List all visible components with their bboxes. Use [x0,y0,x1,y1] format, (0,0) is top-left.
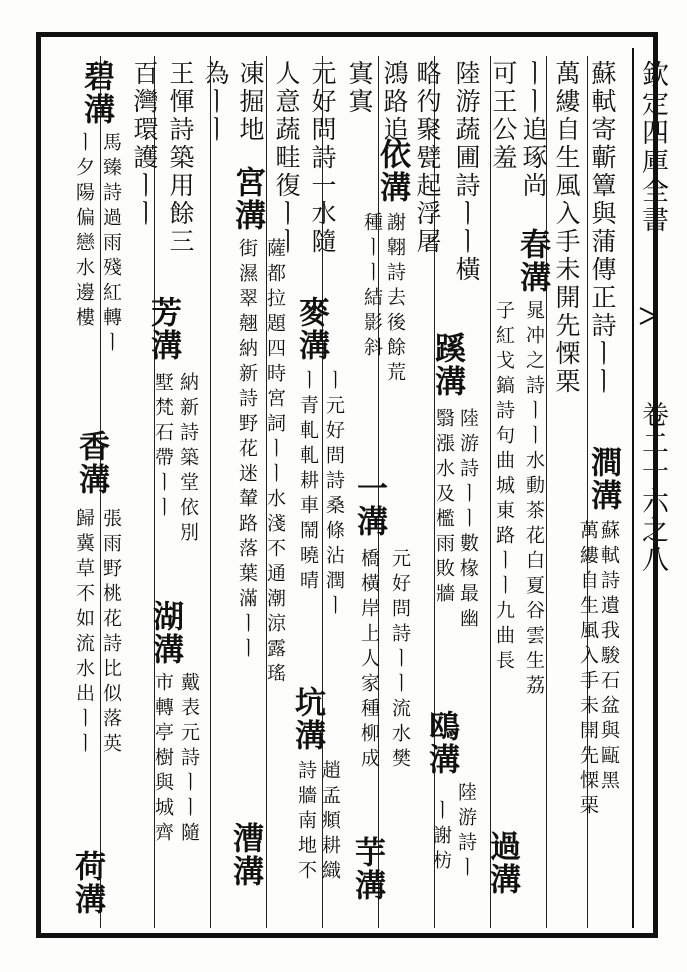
annotation: 萬縷自生風入手未開先慄栗 [577,520,599,820]
entry-term: 一溝 [351,472,387,538]
annotation: 蘇軾詩遺我駿石盆與甌黑 [598,520,620,795]
annotation: 納新詩築堂依別 [177,372,199,547]
entry-term: 坑溝 [289,686,325,752]
text-line: 鴻路追 [380,60,409,144]
entry-term: 澗溝 [585,446,621,512]
annotation: 詩牆南地不 [295,760,317,885]
annotation: ㅣ謝枋 [430,800,452,875]
entry-term: 春溝 [514,228,550,294]
entry-term: 依溝 [374,138,410,204]
annotation: 陸游詩ㅣㅣ數椽最幽 [457,408,479,633]
text-line: 為ㅣㅣ [201,60,230,144]
text-line: 寘寘 [345,60,374,116]
text-line: 人意蔬畦復ㅣㅣ [272,60,301,256]
entry-term: 蹊溝 [429,332,465,398]
annotation: 陸游詩ㅣ [455,782,477,882]
entry-term: 芋溝 [349,836,385,902]
entry-term: 芳溝 [145,296,181,362]
book-title: 欽定四庫全書 [637,60,668,234]
text-line: 百灣環護ㅣㅣ [130,60,159,228]
annotation: 晁冲之詩ㅣㅣ水動茶花白夏谷雲生荔 [523,300,545,700]
annotation: ㅣ青軋軋耕車鬧曉晴 [297,370,319,595]
annotation: 趙孟頫耕織 [319,760,341,885]
text-line: 元好問詩一水隨 [308,60,337,256]
annotation: 墅梵石帶ㅣㅣ [152,372,174,522]
annotation: 張雨野桃花詩比似落英 [100,508,122,758]
annotation: 翳漲水及檻雨敗牆 [433,408,455,608]
entry-term: 香溝 [73,430,109,496]
volume-number: 卷二十六之八 [637,400,668,574]
annotation: 市轉亭樹與城齊 [152,672,174,847]
entry-term: 荷溝 [69,850,105,916]
text-line: 王惲詩築用餘三 [166,60,195,256]
text-line: 凍掘地 [236,60,265,144]
annotation: 子紅戈鎬詩句曲城東路ㅣㅣ九曲長 [493,300,515,675]
entry-term: 過溝 [484,830,520,896]
text-line: 蘇軾寄蘄簟與蒲傳正詩ㅣㅣ [588,60,617,396]
column-rule [490,56,491,928]
annotation: 歸冀草不如流水出ㅣㅣ [73,508,95,758]
entry-term: 湖溝 [147,600,183,666]
annotation: 街濕翠翹納新詩野花迷輦路落葉滿ㅣㅣ [236,238,258,663]
annotation: 種ㅣㅣ結影斜 [361,212,383,362]
entry-term: 麥溝 [293,296,329,362]
entry-term: 漕溝 [227,822,263,888]
text-line: 可王公羞 [489,60,518,172]
entry-term: 碧溝 [78,60,114,126]
column-rule [210,56,211,928]
fish-tail-mark-icon [639,306,657,326]
text-line: 陸游蔬圃詩ㅣㅣ橫 [452,60,481,284]
annotation: 謝翺詩去後餘荒 [384,212,406,387]
annotation: 元好問詩ㅣㅣ流水樊 [389,548,411,773]
annotation: ㅣ元好問詩桑條沾潤ㅣ [323,370,345,620]
annotation: 薩都拉題四時宮詞ㅣㅣ水淺不通潮涼露瑤 [264,238,286,688]
text-line: ㅣㅣ追琢尚 [519,60,548,200]
annotation: 橋橫岸上人家種柳成 [358,548,380,773]
annotation: 戴表元詩ㅣㅣ隨 [178,672,200,847]
text-line: 萬縷自生風入手未開先慄栗 [552,60,581,396]
annotation: ㅣ夕陽偏戀水邊樓 [73,132,95,332]
entry-term: 鴎溝 [423,710,459,776]
text-line: 略彴聚甓起浮屠 [413,60,442,256]
annotation: 馬臻詩過雨殘紅轉ㅣ [100,132,122,357]
entry-term: 宮溝 [229,166,265,232]
